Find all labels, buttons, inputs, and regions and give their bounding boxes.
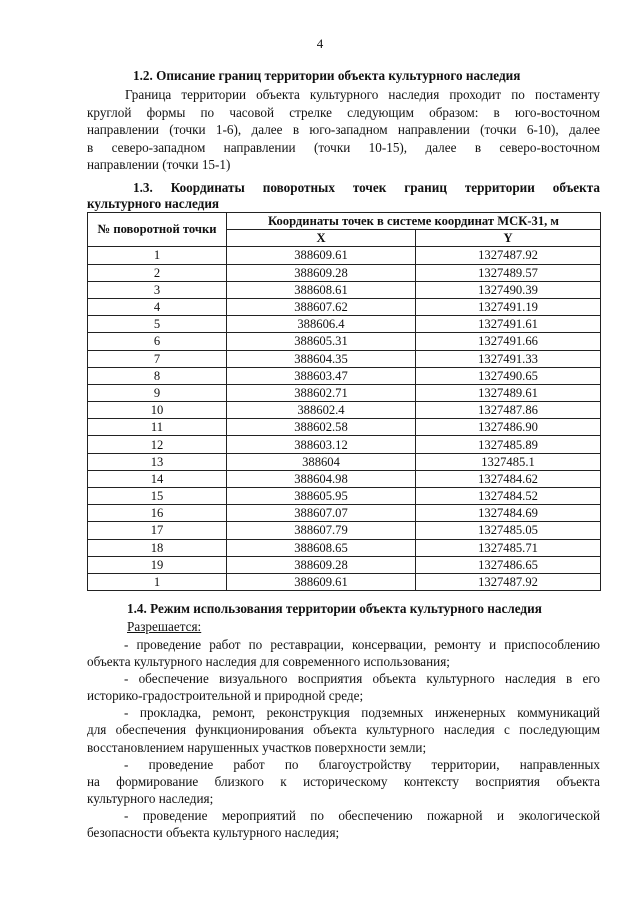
point-number-cell: 7 — [88, 350, 227, 367]
y-coordinate-cell: 1327491.66 — [416, 333, 601, 350]
section-1-2-heading: 1.2. Описание границ территории объекта культурного наследия — [133, 68, 521, 83]
table-row — [88, 453, 601, 470]
list-item-line: культурного наследия; — [87, 790, 214, 806]
y-coordinate-cell: 1327487.92 — [416, 247, 601, 264]
list-item — [87, 636, 600, 670]
y-coordinate-cell: 1327491.61 — [416, 316, 601, 333]
y-coordinate-cell: 1327484.52 — [416, 488, 601, 505]
table-row — [88, 367, 601, 384]
paragraph-line: круглой формы по часовой стрелке следующим образом: в юго-восточном — [87, 104, 600, 120]
list-item-line: для обеспечения функционирования объекта культурного наследия с последующим — [87, 722, 600, 738]
table-row — [88, 350, 601, 367]
y-coordinate-cell: 1327484.62 — [416, 470, 601, 487]
point-number-cell: 8 — [88, 367, 227, 384]
y-coordinate-cell: 1327487.92 — [416, 573, 601, 590]
allowed-list — [87, 636, 600, 841]
x-coordinate-cell: 388609.61 — [227, 573, 416, 590]
y-coordinate-cell: 1327486.90 — [416, 419, 601, 436]
section-1-2-paragraph — [87, 86, 600, 174]
x-coordinate-cell: 388608.61 — [227, 281, 416, 298]
x-coordinate-cell: 388603.47 — [227, 367, 416, 384]
list-item-line: восстановлением нарушенных участков поверхности земли; — [87, 739, 427, 755]
x-header: X — [227, 230, 416, 247]
y-coordinate-cell: 1327485.71 — [416, 539, 601, 556]
point-number-cell: 11 — [88, 419, 227, 436]
list-item-line: - обеспечение визуального восприятия объекта культурного наследия в его — [124, 671, 600, 687]
list-item-line: - проведение работ по благоустройству территории, направленных — [124, 756, 600, 772]
x-coordinate-cell: 388604.98 — [227, 470, 416, 487]
point-number-cell: 3 — [88, 281, 227, 298]
list-item-line: объекта культурного наследия для современного использования; — [87, 654, 450, 670]
x-coordinate-cell: 388606.4 — [227, 316, 416, 333]
table-row — [88, 470, 601, 487]
table-row — [88, 436, 601, 453]
point-number-cell: 6 — [88, 333, 227, 350]
y-coordinate-cell: 1327491.19 — [416, 298, 601, 315]
table-row — [88, 522, 601, 539]
point-number-cell: 18 — [88, 539, 227, 556]
y-coordinate-cell: 1327485.89 — [416, 436, 601, 453]
x-coordinate-cell: 388605.31 — [227, 333, 416, 350]
y-coordinate-cell: 1327484.69 — [416, 505, 601, 522]
list-item — [87, 670, 600, 704]
list-item-line: безопасности объекта культурного наследия; — [87, 825, 340, 841]
point-number-cell: 19 — [88, 556, 227, 573]
section-1-3-heading — [87, 180, 600, 211]
table-row — [88, 402, 601, 419]
coordinates-header: Координаты точек в системе координат МСК-31, м — [227, 213, 601, 230]
table-row — [88, 316, 601, 333]
y-coordinate-cell: 1327489.57 — [416, 264, 601, 281]
x-coordinate-cell: 388607.07 — [227, 505, 416, 522]
point-number-cell: 15 — [88, 488, 227, 505]
y-coordinate-cell: 1327486.65 — [416, 556, 601, 573]
section-1-4-heading: 1.4. Режим использования территории объекта культурного наследия — [127, 601, 542, 616]
table-row — [88, 488, 601, 505]
list-item-line: на формирование близкого к историческому контексту восприятия объекта — [87, 773, 600, 789]
y-coordinate-cell: 1327491.33 — [416, 350, 601, 367]
point-number-cell: 16 — [88, 505, 227, 522]
list-item-line: - проведение работ по реставрации, консервации, ремонту и приспособлению — [124, 637, 600, 652]
heading-line: 1.3. Координаты поворотных точек границ территории объекта — [133, 180, 600, 195]
list-item — [87, 756, 600, 807]
y-coordinate-cell: 1327489.61 — [416, 384, 601, 401]
x-coordinate-cell: 388602.58 — [227, 419, 416, 436]
point-number-cell: 14 — [88, 470, 227, 487]
point-number-header: № поворотной точки — [88, 213, 227, 247]
y-coordinate-cell: 1327490.39 — [416, 281, 601, 298]
y-coordinate-cell: 1327487.86 — [416, 402, 601, 419]
page-number: 4 — [316, 36, 324, 51]
x-coordinate-cell: 388607.79 — [227, 522, 416, 539]
x-coordinate-cell: 388602.71 — [227, 384, 416, 401]
paragraph-line: направлении (точки 15-1) — [87, 157, 231, 173]
list-item-line: - проведение мероприятий по обеспечению пожарной и экологической — [124, 807, 600, 823]
paragraph-line: направлении (точки 1-6), далее в юго-западном направлении (точки 6-10), далее — [87, 122, 600, 138]
table-row — [88, 556, 601, 573]
x-coordinate-cell: 388607.62 — [227, 298, 416, 315]
allowed-label: Разрешается: — [127, 619, 202, 634]
table-row — [88, 419, 601, 436]
x-coordinate-cell: 388604.35 — [227, 350, 416, 367]
y-coordinate-cell: 1327485.05 — [416, 522, 601, 539]
point-number-cell: 9 — [88, 384, 227, 401]
x-coordinate-cell: 388602.4 — [227, 402, 416, 419]
x-coordinate-cell: 388609.61 — [227, 247, 416, 264]
x-coordinate-cell: 388604 — [227, 453, 416, 470]
y-coordinate-cell: 1327490.65 — [416, 367, 601, 384]
point-number-cell: 17 — [88, 522, 227, 539]
point-number-cell: 1 — [88, 573, 227, 590]
table-row — [88, 247, 601, 264]
point-number-cell: 10 — [88, 402, 227, 419]
list-item-line: - прокладка, ремонт, реконструкция подземных инженерных коммуникаций — [124, 705, 600, 721]
point-number-cell: 13 — [88, 453, 227, 470]
heading-line: культурного наследия — [87, 195, 220, 211]
list-item — [87, 807, 600, 841]
point-number-cell: 12 — [88, 436, 227, 453]
table-row — [88, 505, 601, 522]
table-row — [88, 281, 601, 298]
coordinates-table — [87, 212, 601, 591]
x-coordinate-cell: 388609.28 — [227, 264, 416, 281]
table-row — [88, 573, 601, 590]
x-coordinate-cell: 388605.95 — [227, 488, 416, 505]
x-coordinate-cell: 388609.28 — [227, 556, 416, 573]
y-coordinate-cell: 1327485.1 — [416, 453, 601, 470]
paragraph-line: в северо-западном направлении (точки 10-15), далее в северо-восточном — [87, 139, 600, 155]
point-number-cell: 1 — [88, 247, 227, 264]
table-row — [88, 539, 601, 556]
y-header: Y — [416, 230, 601, 247]
point-number-cell: 5 — [88, 316, 227, 333]
table-row — [88, 298, 601, 315]
table-row — [88, 333, 601, 350]
x-coordinate-cell: 388608.65 — [227, 539, 416, 556]
point-number-cell: 2 — [88, 264, 227, 281]
point-number-cell: 4 — [88, 298, 227, 315]
table-row — [88, 384, 601, 401]
list-item-line: историко-градостроительной и природной среде; — [87, 688, 364, 704]
x-coordinate-cell: 388603.12 — [227, 436, 416, 453]
table-row — [88, 264, 601, 281]
paragraph-line: Граница территории объекта культурного наследия проходит по постаменту — [125, 87, 600, 102]
list-item — [87, 704, 600, 755]
